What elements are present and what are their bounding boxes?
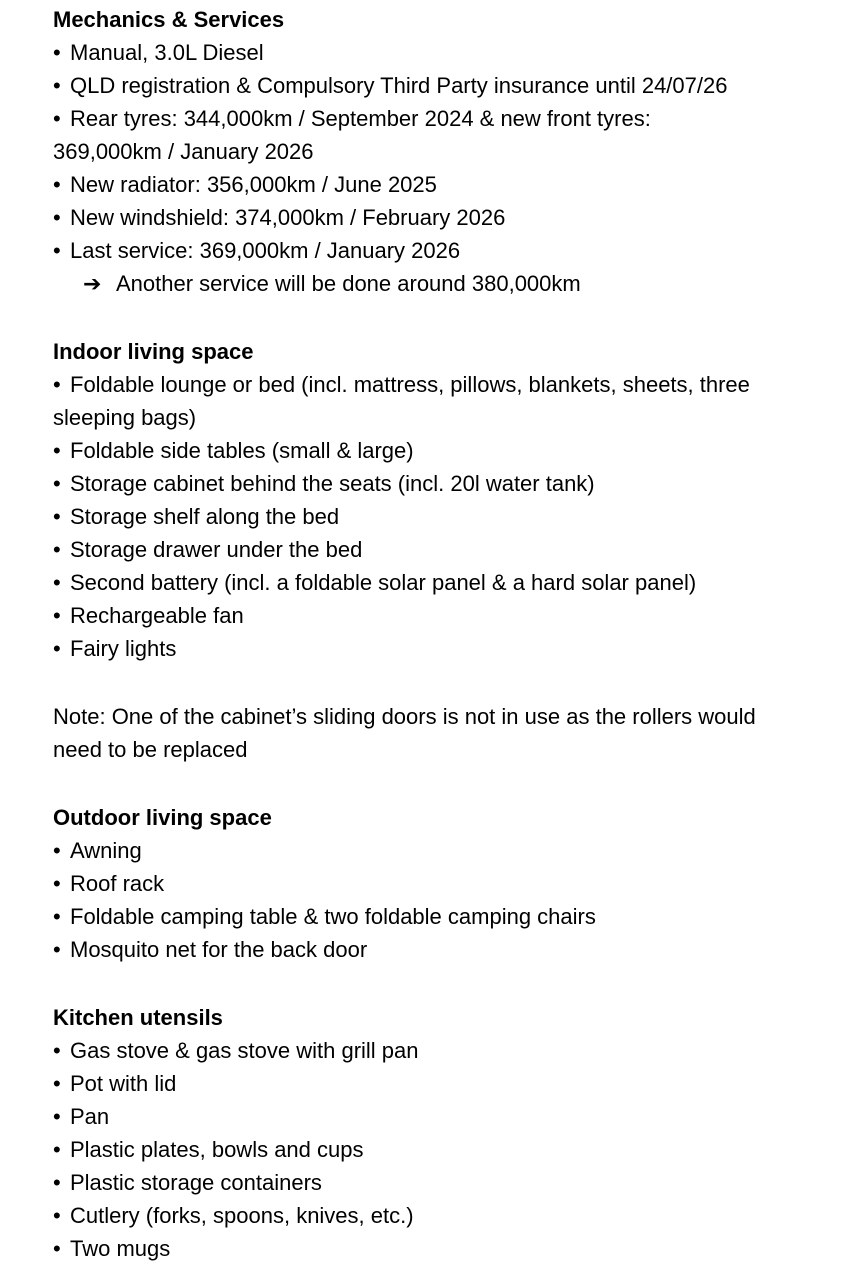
list-item-text: Two mugs (70, 1236, 171, 1261)
bullet-icon: • (53, 1071, 61, 1096)
list-item (53, 1166, 813, 1199)
note-line: Note: One of the cabinet’s sliding doors is not in use as the rollers would (53, 704, 756, 729)
list-item-continuation: 369,000km / January 2026 (53, 139, 314, 164)
list-item-text: Pot with lid (70, 1071, 177, 1096)
bullet-icon: • (53, 1236, 61, 1261)
section-heading-outdoor: Outdoor living space (53, 805, 272, 830)
list-item-text: New radiator: 356,000km / June 2025 (70, 172, 437, 197)
list-item (53, 434, 813, 467)
bullet-icon: • (53, 1137, 61, 1162)
bullet-icon: • (53, 838, 61, 863)
list-item (53, 632, 813, 665)
sub-list-item (53, 267, 813, 300)
bullet-icon: • (53, 603, 61, 628)
list-item (53, 467, 813, 500)
list-item (53, 201, 813, 234)
list-item-text: Storage drawer under the bed (70, 537, 363, 562)
bullet-icon: • (53, 73, 61, 98)
section-heading-kitchen: Kitchen utensils (53, 1005, 223, 1030)
bullet-icon: • (53, 1203, 61, 1228)
list-item-continuation: sleeping bags) (53, 405, 197, 430)
bullet-icon: • (53, 106, 61, 131)
list-item-text: Roof rack (70, 871, 165, 896)
section-spacer (53, 766, 813, 801)
list-item (53, 36, 813, 69)
list-item (53, 599, 813, 632)
bullet-icon: • (53, 636, 61, 661)
list-item-text: Storage cabinet behind the seats (incl. 20l water tank) (70, 471, 595, 496)
section-spacer (53, 665, 813, 700)
list-item-text: Rechargeable fan (70, 603, 244, 628)
bullet-icon: • (53, 904, 61, 929)
bullet-icon: • (53, 1170, 61, 1195)
bullet-icon: • (53, 40, 61, 65)
sub-list-item-text: Another service will be done around 380,000km (116, 271, 581, 296)
bullet-icon: • (53, 1038, 61, 1063)
section-heading-mechanics: Mechanics & Services (53, 7, 285, 32)
list-item (53, 500, 813, 533)
arrow-right-icon: ➔ (83, 271, 102, 296)
list-item-text: Mosquito net for the back door (70, 937, 368, 962)
list-item-text: Gas stove & gas stove with grill pan (70, 1038, 419, 1063)
section-heading-indoor: Indoor living space (53, 339, 254, 364)
list-item (53, 1034, 813, 1067)
note-line: need to be replaced (53, 737, 248, 762)
section-spacer (53, 300, 813, 335)
list-item (53, 368, 813, 401)
list-item (53, 1232, 813, 1265)
list-item-text: Awning (70, 838, 142, 863)
bullet-icon: • (53, 471, 61, 496)
list-item-text: Plastic plates, bowls and cups (70, 1137, 364, 1162)
bullet-icon: • (53, 937, 61, 962)
list-item (53, 1199, 813, 1232)
list-item-text: Foldable side tables (small & large) (70, 438, 414, 463)
list-item-text: Second battery (incl. a foldable solar panel & a hard solar panel) (70, 570, 697, 595)
list-item (53, 1133, 813, 1166)
list-item (53, 933, 813, 966)
bullet-icon: • (53, 205, 61, 230)
list-item-text: Manual, 3.0L Diesel (70, 40, 264, 65)
section-spacer (53, 966, 813, 1001)
list-item (53, 234, 813, 267)
list-item (53, 168, 813, 201)
list-item (53, 867, 813, 900)
list-item-text: Foldable lounge or bed (incl. mattress, pillows, blankets, sheets, three (70, 372, 750, 397)
bullet-icon: • (53, 172, 61, 197)
bullet-icon: • (53, 438, 61, 463)
list-item (53, 1067, 813, 1100)
list-item (53, 834, 813, 867)
bullet-icon: • (53, 238, 61, 263)
list-item-text: Foldable camping table & two foldable camping chairs (70, 904, 596, 929)
bullet-icon: • (53, 1104, 61, 1129)
list-item-text: Last service: 369,000km / January 2026 (70, 238, 461, 263)
bullet-icon: • (53, 372, 61, 397)
document-body (53, 3, 813, 1265)
list-item (53, 900, 813, 933)
list-item-text: Cutlery (forks, spoons, knives, etc.) (70, 1203, 414, 1228)
bullet-icon: • (53, 537, 61, 562)
bullet-icon: • (53, 871, 61, 896)
list-item (53, 533, 813, 566)
list-item (53, 102, 813, 135)
list-item-text: Fairy lights (70, 636, 177, 661)
bullet-icon: • (53, 504, 61, 529)
list-item (53, 69, 813, 102)
list-item-text: New windshield: 374,000km / February 2026 (70, 205, 506, 230)
list-item (53, 1100, 813, 1133)
list-item-text: Rear tyres: 344,000km / September 2024 & new front tyres: (70, 106, 651, 131)
list-item (53, 566, 813, 599)
list-item-text: Storage shelf along the bed (70, 504, 340, 529)
list-item-text: Pan (70, 1104, 110, 1129)
list-item-text: QLD registration & Compulsory Third Party insurance until 24/07/26 (70, 73, 728, 98)
bullet-icon: • (53, 570, 61, 595)
list-item-text: Plastic storage containers (70, 1170, 322, 1195)
